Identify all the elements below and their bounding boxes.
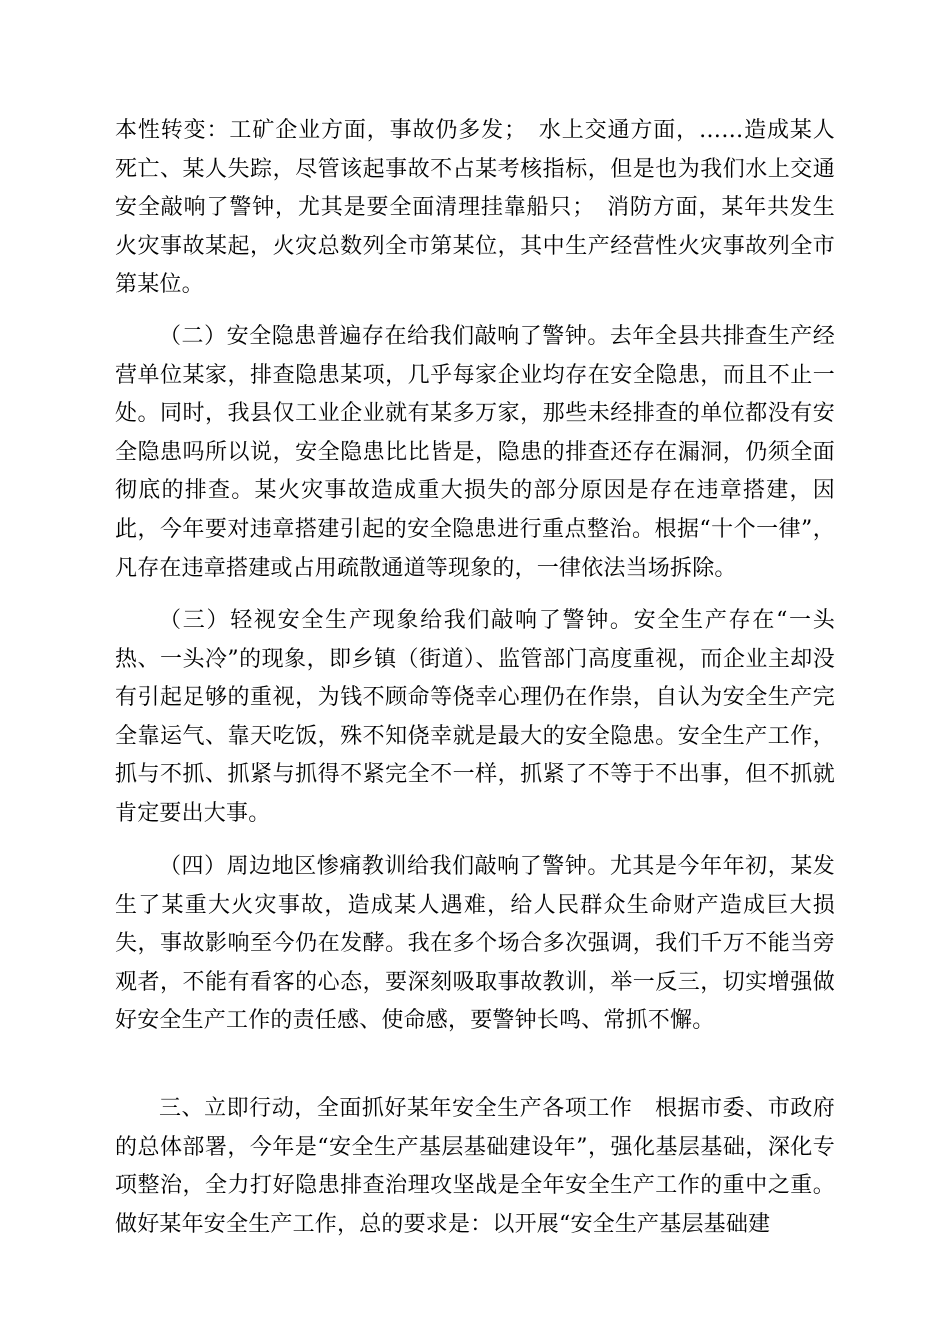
paragraph-section-three: （三）轻视安全生产现象给我们敲响了警钟。安全生产存在“一头热、一头冷”的现象，即乡镇（街道）、监管部门高度重视，而企业主却没有引起足够的重视，为钱不顾命等侥幸心理仍在作祟，自认为安全生产完全靠运气、靠天吃饭，殊不知侥幸就是最大的安全隐患。安全生产工作，抓与不抓、抓紧与抓得不紧完全不一样，抓紧了不等于不出事，但不抓就肯定要出大事。 [115,608,835,826]
paragraph-section-two: （二）安全隐患普遍存在给我们敲响了警钟。去年全县共排查生产经营单位某家，排查隐患某项，几乎每家企业均存在安全隐患，而且不止一处。同时，我县仅工业企业就有某多万家，那些未经排查的单位都没有安全隐患吗所以说，安全隐患比比皆是，隐患的排查还存在漏洞，仍须全面彻底的排查。某火灾事故造成重大损失的部分原因是存在违章搭建，因此，今年要对违章搭建引起的安全隐患进行重点整治。根据“十个一律”，凡存在违章搭建或占用疏散通道等现象的，一律依法当场拆除。 [115,324,835,581]
paragraph-section-four: （四）周边地区惨痛教训给我们敲响了警钟。尤其是今年年初，某发生了某重大火灾事故，造成某人遇难，给人民群众生命财产造成巨大损失，事故影响至今仍在发酵。我在多个场合多次强调，我们千万不能当旁观者，不能有看客的心态，要深刻吸取事故教训，举一反三，切实增强做好安全生产工作的责任感、使命感，要警钟长鸣、常抓不懈。 [115,854,835,1034]
paragraph-part-three-heading: 三、立即行动，全面抓好某年安全生产各项工作 根据市委、市政府的总体部署，今年是“安全生产基层基础建设年”，强化基层基础，深化专项整治，全力打好隐患排查治理攻坚战是全年安全生产工作的重中之重。做好某年安全生产工作，总的要求是：以开展“安全生产基层基础建 [115,1096,835,1237]
paragraph-continuation: 本性转变：工矿企业方面，事故仍多发； 水上交通方面，……造成某人死亡、某人失踪，尽管该起事故不占某考核指标，但是也为我们水上交通安全敲响了警钟，尤其是要全面清理挂靠船只； 消防方面，某年共发生火灾事故某起，火灾总数列全市第某位，其中生产经营性火灾事故列全市第某位。 [115,118,835,298]
